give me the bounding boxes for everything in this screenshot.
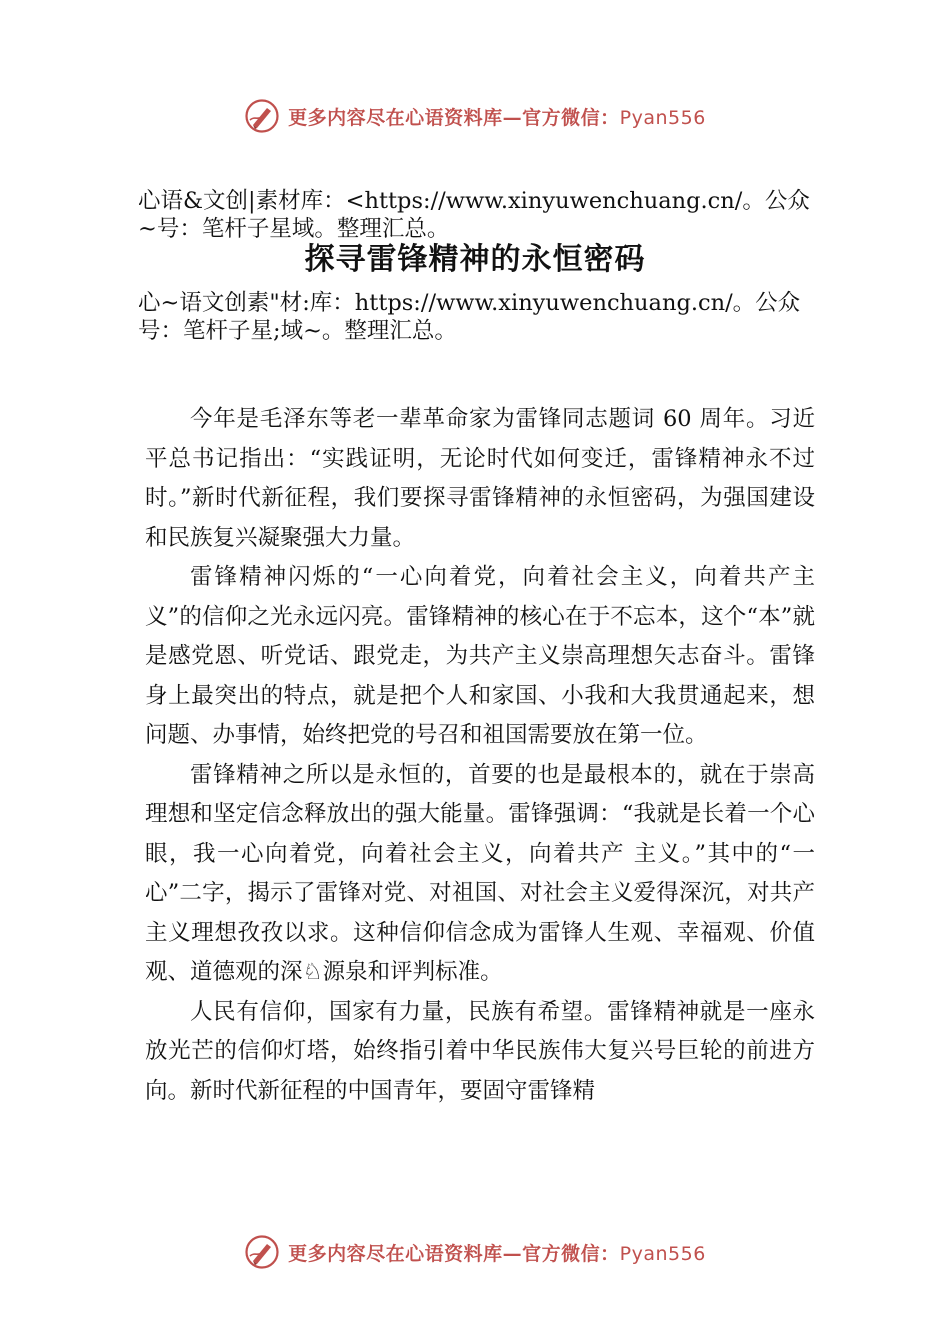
banner-text: [288, 103, 706, 130]
header-banner: [0, 94, 950, 138]
article-body: [145, 400, 815, 1111]
source-note-2-line1: 心~语文创素"材:库：https://www.xinyuwenchuang.cn/。公众: [138, 290, 801, 316]
source-note-1-line2: ~号：笔杆子星域。整理汇总。: [138, 216, 450, 242]
banner-text-cn: 更多内容尽在心语资料库—官方微信：: [288, 1242, 620, 1265]
paragraph-3: 雷锋精神之所以是永恒的，首要的也是最根本的，就在于崇高理想和坚定信念释放出的强大能量。雷锋强调：“我就是长着一个心眼，我一心向着党，向着社会主义，向着共产 主义。”其中的“一心”二字，揭示了雷锋对党、对祖国、对社会主义爱得深沉，对共产主义理想孜孜以求。这种信仰信念成为雷锋人生观、幸福观、价值观、道德观的深♘源泉和评判标准。: [145, 761, 815, 985]
pen-logo-icon: [244, 98, 280, 134]
banner-text-cn: 更多内容尽在心语资料库—官方微信：: [288, 106, 620, 129]
footer-banner: [0, 1230, 950, 1274]
paragraph-4: 人民有信仰，国家有力量，民族有希望。雷锋精神就是一座永放光芒的信仰灯塔，始终指引着中华民族伟大复兴号巨轮的前进方向。新时代新征程的中国青年，要固守雷锋精: [145, 998, 815, 1104]
banner-wechat-id: Pyan556: [619, 1242, 706, 1265]
pen-logo-icon: [244, 1234, 280, 1270]
paragraph-1: 今年是毛泽东等老一辈革命家为雷锋同志题词 60 周年。习近平总书记指出：“实践证明，无论时代如何变迁，雷锋精神永不过时。”新时代新征程，我们要探寻雷锋精神的永恒密码，为强国建设和民族复兴凝聚强大力量。: [145, 406, 815, 551]
banner-wechat-id: Pyan556: [619, 106, 706, 129]
page-title: 探寻雷锋精神的永恒密码: [304, 242, 646, 277]
source-note-1-line1: 心语&文创|素材库：<https://www.xinyuwenchuang.cn/。公众: [138, 188, 810, 214]
paragraph-2: 雷锋精神闪烁的“一心向着党，向着社会主义，向着共产主义”的信仰之光永远闪亮。雷锋精神的核心在于不忘本，这个“本”就是感党恩、听党话、跟党走，为共产主义崇高理想矢志奋斗。雷锋身上最突出的特点，就是把个人和家国、小我和大我贯通起来，想问题、办事情，始终把党的号召和祖国需要放在第一位。: [145, 564, 815, 748]
banner-text: [288, 1239, 706, 1266]
source-note-2-line2: 号：笔杆子星;域~。整理汇总。: [138, 318, 457, 344]
